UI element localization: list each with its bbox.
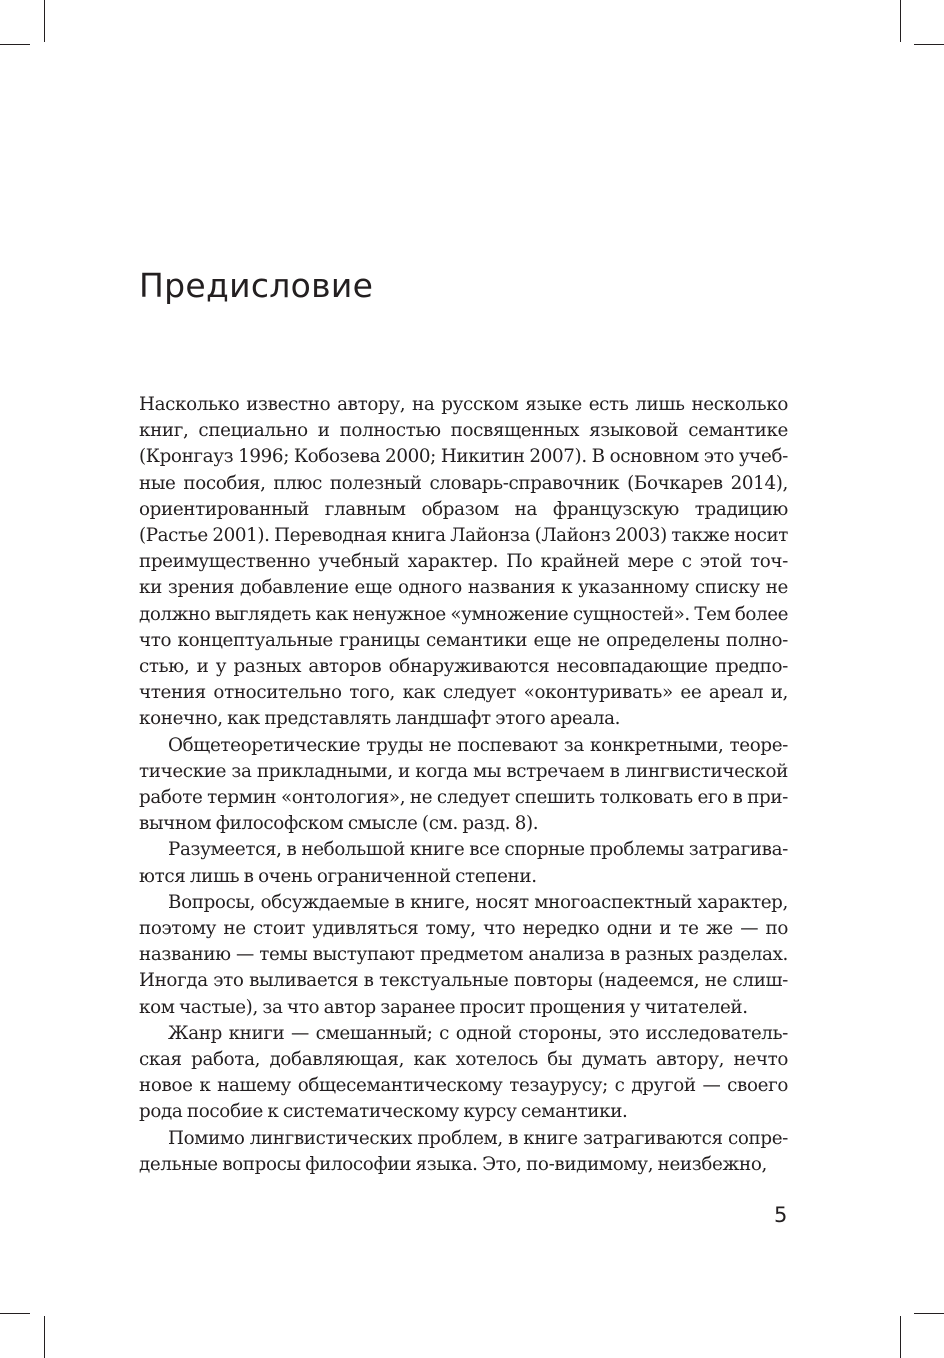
paragraph xyxy=(139,890,788,1021)
text-line: Иногда это выливается в текстуальные повторы (надеемся, не слиш- xyxy=(139,970,788,992)
crop-mark-top-left xyxy=(44,0,45,42)
paragraph xyxy=(139,1021,788,1126)
text-line: должно выглядеть как ненужное «умножение сущностей». Тем более xyxy=(139,603,788,625)
crop-mark-top-right-h xyxy=(914,44,944,45)
text-line: Разумеется, в небольшой книге все спорные проблемы затрагива- xyxy=(168,839,788,861)
text-line: ориентированный главным образом на французскую традицию xyxy=(139,498,788,520)
crop-mark-bottom-left xyxy=(44,1316,45,1358)
text-line: вычном философском смысле (см. разд. 8). xyxy=(139,813,539,835)
text-line: Вопросы, обсуждаемые в книге, носят многоаспектный характер, xyxy=(168,891,788,913)
text-line: (Растье 2001). Переводная книга Лайонза (Лайонз 2003) также носит xyxy=(139,525,788,547)
text-line: преимущественно учебный характер. По крайней мере с этой точ- xyxy=(139,551,788,573)
text-line: чтения относительно того, как следует «оконтуривать» ее ареал и, xyxy=(139,682,788,704)
text-line: работе термин «онтология», не следует спешить толковать его в при- xyxy=(139,787,788,809)
text-line: новое к нашему общесемантическому тезаурусу; с другой — своего xyxy=(139,1075,788,1097)
crop-mark-top-right xyxy=(900,0,901,42)
text-line: Помимо лингвистических проблем, в книге затрагиваются сопре- xyxy=(168,1127,788,1149)
text-line: что концептуальные границы семантики еще не определены полно- xyxy=(139,629,788,651)
text-line: книг, специально и полностью посвященных языковой семантике xyxy=(139,420,788,442)
paragraph xyxy=(139,392,788,733)
text-line: дельные вопросы философии языка. Это, по-видимому, неизбежно, xyxy=(139,1153,767,1175)
text-line: (Кронгауз 1996; Кобозева 2000; Никитин 2007). В основном это учеб- xyxy=(139,446,788,468)
body-text xyxy=(139,392,788,1178)
text-line: ком частые), за что автор заранее просит прощения у читателей. xyxy=(139,996,748,1018)
text-line: ская работа, добавляющая, как хотелось бы думать автору, нечто xyxy=(139,1049,788,1071)
crop-mark-top-left-h xyxy=(0,44,30,45)
text-line: названию — темы выступают предметом анализа в разных разделах. xyxy=(139,944,788,966)
text-line: ются лишь в очень ограниченной степени. xyxy=(139,865,537,887)
paragraph xyxy=(139,733,788,838)
paragraph xyxy=(139,837,788,889)
text-line: Общетеоретические труды не поспевают за конкретными, теоре- xyxy=(168,734,788,756)
text-line: ные пособия, плюс полезный словарь-справочник (Бочкарев 2014), xyxy=(139,472,788,494)
text-line: Жанр книги — смешанный; с одной стороны, это исследователь- xyxy=(168,1022,788,1044)
text-line: поэтому не стоит удивляться тому, что нередко одни и те же — по xyxy=(139,918,788,940)
text-line: ки зрения добавление еще одного названия к указанному списку не xyxy=(139,577,788,599)
text-line: тические за прикладными, и когда мы встречаем в лингвистической xyxy=(139,760,788,782)
crop-mark-bottom-right-h xyxy=(914,1313,944,1314)
page-title: Предисловие xyxy=(139,266,374,305)
text-line: стью, и у разных авторов обнаруживаются несовпадающие предпо- xyxy=(139,656,788,678)
text-line: конечно, как представлять ландшафт этого ареала. xyxy=(139,708,621,730)
text-line: Насколько известно автору, на русском языке есть лишь несколько xyxy=(139,394,788,415)
crop-mark-bottom-right xyxy=(900,1316,901,1358)
page-number: 5 xyxy=(774,1203,788,1227)
paragraph xyxy=(139,1126,788,1178)
text-line: рода пособие к систематическому курсу семантики. xyxy=(139,1101,628,1123)
crop-mark-bottom-left-h xyxy=(0,1313,30,1314)
